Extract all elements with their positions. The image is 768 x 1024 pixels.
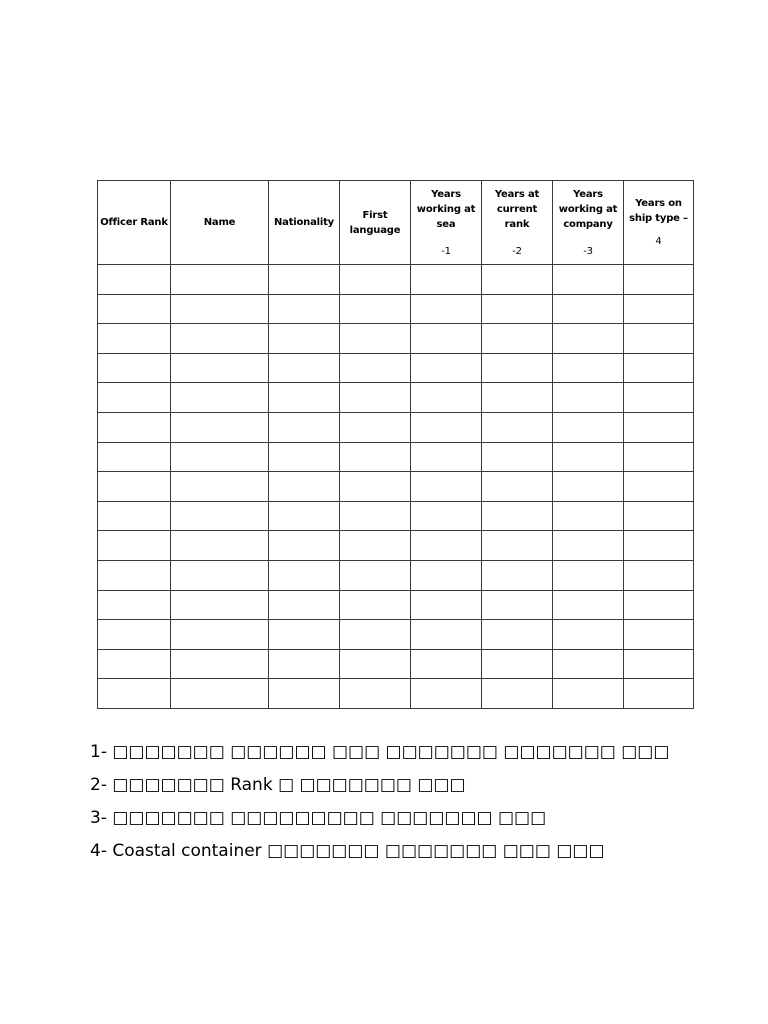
table-row — [98, 560, 694, 590]
table-cell — [411, 501, 482, 531]
table-cell — [171, 353, 269, 383]
table-cell — [411, 265, 482, 295]
table-header-row — [98, 181, 694, 265]
table-cell — [553, 265, 624, 295]
table-cell — [98, 472, 171, 502]
table-cell — [624, 649, 694, 679]
table-cell — [171, 265, 269, 295]
footnote-1: 1- □□□□□□□ □□□□□□ □□□ □□□□□□□ □□□□□□□ □□□ — [90, 742, 670, 762]
table-cell — [624, 472, 694, 502]
table-cell — [624, 412, 694, 442]
table-cell — [624, 294, 694, 324]
table-row — [98, 353, 694, 383]
table-cell — [269, 412, 340, 442]
header-name: Name — [171, 181, 269, 265]
table-row — [98, 442, 694, 472]
table-cell — [171, 501, 269, 531]
table-cell — [624, 501, 694, 531]
table-cell — [269, 679, 340, 709]
table-cell — [624, 679, 694, 709]
footnote-2: 2- □□□□□□□ Rank □ □□□□□□□ □□□ — [90, 775, 466, 795]
table-cell — [411, 353, 482, 383]
table-cell — [340, 501, 411, 531]
table-cell — [553, 620, 624, 650]
table-cell — [340, 560, 411, 590]
table-cell — [482, 501, 553, 531]
table-cell — [411, 383, 482, 413]
table-row — [98, 590, 694, 620]
header-years-at-sea: Years working at sea -1 — [411, 181, 482, 265]
table-body — [98, 265, 694, 709]
table-cell — [411, 620, 482, 650]
table-cell — [411, 590, 482, 620]
table-cell — [482, 620, 553, 650]
table-cell — [411, 531, 482, 561]
table-cell — [171, 294, 269, 324]
table-cell — [98, 560, 171, 590]
table-cell — [171, 560, 269, 590]
table-row — [98, 679, 694, 709]
table-cell — [553, 383, 624, 413]
header-officer-rank: Officer Rank — [98, 181, 171, 265]
table-cell — [171, 383, 269, 413]
table-row — [98, 649, 694, 679]
table-cell — [269, 383, 340, 413]
table-cell — [624, 620, 694, 650]
table-cell — [411, 560, 482, 590]
table-cell — [553, 590, 624, 620]
table-cell — [553, 501, 624, 531]
table-row — [98, 472, 694, 502]
crew-table — [97, 180, 694, 709]
table-cell — [624, 531, 694, 561]
table-cell — [340, 649, 411, 679]
header-nationality: Nationality — [269, 181, 340, 265]
table-cell — [340, 442, 411, 472]
table-cell — [340, 679, 411, 709]
table-cell — [624, 442, 694, 472]
table-cell — [269, 501, 340, 531]
table-row — [98, 412, 694, 442]
table-cell — [482, 649, 553, 679]
table-cell — [171, 679, 269, 709]
table-cell — [98, 324, 171, 354]
footnote-3: 3- □□□□□□□ □□□□□□□□□ □□□□□□□ □□□ — [90, 808, 547, 828]
header-footnote-ref: -3 — [583, 245, 593, 257]
table-cell — [340, 620, 411, 650]
table-cell — [269, 590, 340, 620]
header-footnote-ref: -1 — [441, 245, 451, 257]
table-cell — [553, 442, 624, 472]
header-years-ship-type: Years on ship type – 4 — [624, 181, 694, 265]
table-row — [98, 265, 694, 295]
table-cell — [624, 560, 694, 590]
table-cell — [269, 353, 340, 383]
table-cell — [482, 472, 553, 502]
table-row — [98, 324, 694, 354]
table-cell — [269, 442, 340, 472]
table-cell — [98, 501, 171, 531]
table-cell — [98, 294, 171, 324]
table-cell — [482, 294, 553, 324]
table-cell — [171, 442, 269, 472]
table-cell — [624, 265, 694, 295]
table-cell — [482, 265, 553, 295]
table-cell — [98, 442, 171, 472]
table-cell — [340, 531, 411, 561]
table-cell — [411, 472, 482, 502]
table-cell — [553, 324, 624, 354]
table-cell — [269, 620, 340, 650]
table-cell — [553, 412, 624, 442]
table-cell — [171, 649, 269, 679]
table-cell — [340, 353, 411, 383]
table-cell — [269, 472, 340, 502]
table-cell — [553, 560, 624, 590]
table-cell — [624, 353, 694, 383]
table-cell — [624, 383, 694, 413]
table-cell — [553, 531, 624, 561]
table-cell — [340, 383, 411, 413]
table-cell — [269, 294, 340, 324]
table-cell — [482, 412, 553, 442]
table-cell — [269, 324, 340, 354]
table-cell — [624, 590, 694, 620]
table-cell — [98, 590, 171, 620]
table-cell — [171, 620, 269, 650]
table-cell — [98, 383, 171, 413]
table-cell — [340, 590, 411, 620]
table-cell — [482, 679, 553, 709]
table-cell — [171, 590, 269, 620]
table-cell — [98, 353, 171, 383]
table-cell — [411, 412, 482, 442]
table-cell — [98, 531, 171, 561]
table-cell — [340, 472, 411, 502]
table-cell — [553, 679, 624, 709]
header-footnote-ref: -2 — [512, 245, 522, 257]
table-row — [98, 383, 694, 413]
table-cell — [269, 265, 340, 295]
header-first-language: First language — [340, 181, 411, 265]
table-cell — [411, 649, 482, 679]
table-cell — [171, 412, 269, 442]
table-cell — [553, 472, 624, 502]
table-cell — [340, 412, 411, 442]
table-cell — [482, 531, 553, 561]
table-cell — [98, 265, 171, 295]
table-cell — [98, 649, 171, 679]
table-cell — [482, 590, 553, 620]
table-cell — [482, 560, 553, 590]
table-cell — [553, 294, 624, 324]
table-cell — [411, 294, 482, 324]
table-cell — [411, 324, 482, 354]
table-cell — [482, 383, 553, 413]
table-cell — [98, 679, 171, 709]
table-cell — [340, 294, 411, 324]
table-cell — [269, 560, 340, 590]
table-cell — [98, 412, 171, 442]
table-cell — [171, 472, 269, 502]
table-cell — [171, 324, 269, 354]
table-cell — [171, 531, 269, 561]
table-cell — [411, 442, 482, 472]
table-cell — [482, 442, 553, 472]
header-years-at-company: Years working at company -3 — [553, 181, 624, 265]
table-cell — [624, 324, 694, 354]
table-cell — [340, 265, 411, 295]
table-cell — [411, 679, 482, 709]
footnotes — [90, 736, 730, 868]
table-cell — [98, 620, 171, 650]
table-row — [98, 501, 694, 531]
table-row — [98, 531, 694, 561]
table-cell — [553, 649, 624, 679]
table-cell — [340, 324, 411, 354]
table-cell — [269, 649, 340, 679]
header-years-current-rank: Years at current rank -2 — [482, 181, 553, 265]
table-cell — [269, 531, 340, 561]
header-footnote-ref: 4 — [655, 236, 662, 247]
table-cell — [553, 353, 624, 383]
table-cell — [482, 324, 553, 354]
footnote-4: 4- Coastal container □□□□□□□ □□□□□□□ □□□ □□□ — [90, 841, 605, 861]
table-cell — [482, 353, 553, 383]
table-row — [98, 294, 694, 324]
table-row — [98, 620, 694, 650]
